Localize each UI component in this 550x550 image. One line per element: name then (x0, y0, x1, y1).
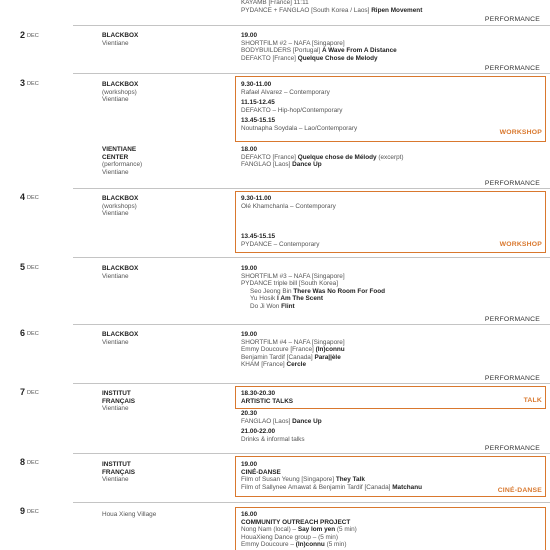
top-continuation (241, 0, 541, 14)
section-divider (73, 73, 550, 74)
event-block: 19.00 CINÉ-DANSE Film of Susan Yeung [Singapore] They Talk Film of Sallynee Amawat & Benjamin Tardif [Canada] Matchanu (241, 461, 423, 491)
category-label: PERFORMANCE (484, 180, 540, 187)
venue: BLACKBOX (workshops) Vientiane (102, 195, 139, 218)
event-block: 18.00 DEFAKTO [France] Quelque chose de Mélody (excerpt) FANGLAO [Laos] Dance Up (241, 146, 404, 169)
section-divider (73, 502, 550, 503)
event-block: 9.30-11.00 Olé Khamchanla – Contemporary (241, 195, 336, 210)
day-label: 9 DEC (20, 506, 39, 516)
category-label: PERFORMANCE (484, 65, 540, 72)
category-label: WORKSHOP (499, 129, 542, 136)
event-block: 16.00 COMMUNITY OUTREACH PROJECT Nong Nam (local) – Say lom yen (5 min) HouaXieng Dance group – (5 min) Emmy Doucoure – (In)connu (5 min) (241, 511, 357, 549)
section-divider (73, 188, 550, 189)
venue: INSTITUT FRANÇAIS Vientiane (102, 390, 136, 413)
category-label: CINÉ-DANSE (497, 487, 542, 494)
section-divider (73, 257, 550, 258)
venue: BLACKBOX Vientiane (102, 32, 139, 47)
day-label: 5 DEC (20, 262, 39, 272)
day-label: 4 DEC (20, 192, 39, 202)
event-block: 9.30-11.00 Rafael Alvarez – Contemporary 11.15-12.45 DEFAKTO – Hip-hop/Contemporary 13.45-15.15 Noutnapha Soydala – Lao/Contemporary (241, 81, 358, 132)
section-divider (73, 324, 550, 325)
event-block: 13.45-15.15 PYDANCE – Contemporary (241, 233, 320, 248)
category-label: WORKSHOP (499, 241, 542, 248)
day-label: 3 DEC (20, 78, 39, 88)
event-block: 18.30-20.30 ARTISTIC TALKS (241, 390, 294, 405)
section-divider (73, 383, 550, 384)
venue: BLACKBOX Vientiane (102, 331, 139, 346)
venue: INSTITUT FRANÇAIS Vientiane (102, 461, 136, 484)
event-block: 19.00 SHORTFILM #2 – NAFA [Singapore] BODYBUILDERS [Portugal] A Wave From A Distance DEFAKTO [France] Quelque Chose de Melody (241, 32, 397, 62)
venue: BLACKBOX Vientiane (102, 265, 139, 280)
section-divider (73, 453, 550, 454)
top-line-2: PYDANCE + FANGLAO [South Korea / Laos] Ripen Movement (241, 6, 423, 14)
category-label: TALK (523, 397, 542, 404)
section-divider (73, 25, 550, 26)
day-label: 7 DEC (20, 387, 39, 397)
venue: VIENTIANE CENTER (performance) Vientiane (102, 146, 143, 176)
venue: BLACKBOX (workshops) Vientiane (102, 81, 139, 104)
event-block: 19.00 SHORTFILM #4 – NAFA [Singapore] Emmy Doucoure [France] (In)connu Benjamin Tardif [Canada] Para||èle KHAM [France] Cercle (241, 331, 345, 369)
event-block: 19.00 SHORTFILM #3 – NAFA [Singapore] PYDANCE triple bill [South Korea] Seo Jeong Bin There Was No Room For Food Yu Hosik I Am The Scent Do Ji Won Flint (241, 265, 386, 310)
category-label: PERFORMANCE (484, 16, 540, 23)
venue: Houa Xieng Village (102, 511, 157, 518)
category-label: PERFORMANCE (484, 316, 540, 323)
category-label: PERFORMANCE (484, 445, 540, 452)
event-block: 20.30 FANGLAO [Laos] Dance Up 21.00-22.00 Drinks & informal talks (241, 410, 322, 443)
day-label: 8 DEC (20, 457, 39, 467)
day-label: 6 DEC (20, 328, 39, 338)
top-line-1: KAYAMB [France] 11:11 (241, 0, 309, 6)
day-label: 2 DEC (20, 30, 39, 40)
category-label: PERFORMANCE (484, 375, 540, 382)
